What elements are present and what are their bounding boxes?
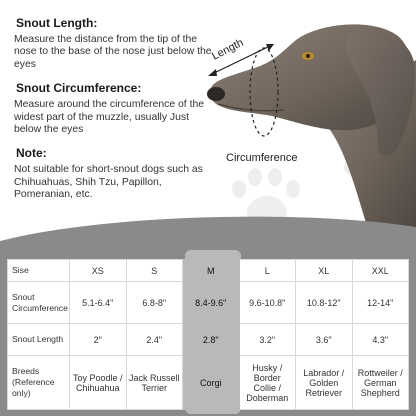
table-row — [8, 282, 409, 324]
table-cell: Toy Poodle / Chihuahua — [70, 356, 127, 410]
table-cell: 9.6-10.8" — [239, 282, 296, 324]
table-cell: 2.4" — [126, 324, 183, 356]
note-text: Not suitable for short-snout dogs such as Chihuahuas, Shih Tzu, Papillon, Pomeranian, etc. — [14, 164, 203, 201]
snout-circumference-title: Snout Circumference: — [14, 81, 144, 96]
table-cell: Labrador / Golden Retriever — [296, 356, 353, 410]
table-cell: 3.2" — [239, 324, 296, 356]
row-label: Breeds (Reference only) — [8, 356, 70, 410]
table-header-cell: XS — [70, 260, 127, 282]
circumference-label: Circumference — [226, 152, 298, 164]
table-header-cell: Sise — [8, 260, 70, 282]
snout-length-section — [14, 14, 214, 71]
dog-head-illustration — [200, 0, 416, 236]
table-header-cell: XL — [296, 260, 353, 282]
table-header-cell: L — [239, 260, 296, 282]
table-cell: 2.8" — [183, 324, 240, 356]
length-label: Length — [210, 36, 246, 63]
table-cell: 10.8-12" — [296, 282, 353, 324]
table-row — [8, 356, 409, 410]
table-cell: 4.3" — [352, 324, 409, 356]
snout-circumference-section — [14, 79, 214, 136]
snout-length-title: Snout Length: — [14, 16, 100, 31]
snout-length-text: Measure the distance from the tip of the nose to the base of the nose just below the eyes — [14, 34, 212, 70]
table-header-cell: XXL — [352, 260, 409, 282]
size-chart-table — [7, 259, 409, 410]
table-cell: 8.4-9.6" — [183, 282, 240, 324]
table-header-cell: S — [126, 260, 183, 282]
table-cell: Rottweiler / German Shepherd — [352, 356, 409, 410]
table-cell: 12-14" — [352, 282, 409, 324]
table-cell: 6.8-8" — [126, 282, 183, 324]
note-section — [14, 144, 214, 201]
table-cell: Husky / Border Collie / Doberman — [239, 356, 296, 410]
row-label: Snout Circumference — [8, 282, 70, 324]
table-header-cell: M — [183, 260, 240, 282]
table-cell: 5.1-6.4" — [70, 282, 127, 324]
table-cell: Jack Russell Terrier — [126, 356, 183, 410]
table-cell: 2" — [70, 324, 127, 356]
table-row — [8, 324, 409, 356]
note-title: Note: — [14, 146, 50, 161]
snout-circumference-text: Measure around the circumference of the widest part of the muzzle, usually Just below the eyes — [14, 99, 205, 136]
table-cell: 3.6" — [296, 324, 353, 356]
table-cell: Corgi — [183, 356, 240, 410]
table-header-row — [8, 260, 409, 282]
row-label: Snout Length — [8, 324, 70, 356]
measuring-instructions — [14, 14, 214, 210]
